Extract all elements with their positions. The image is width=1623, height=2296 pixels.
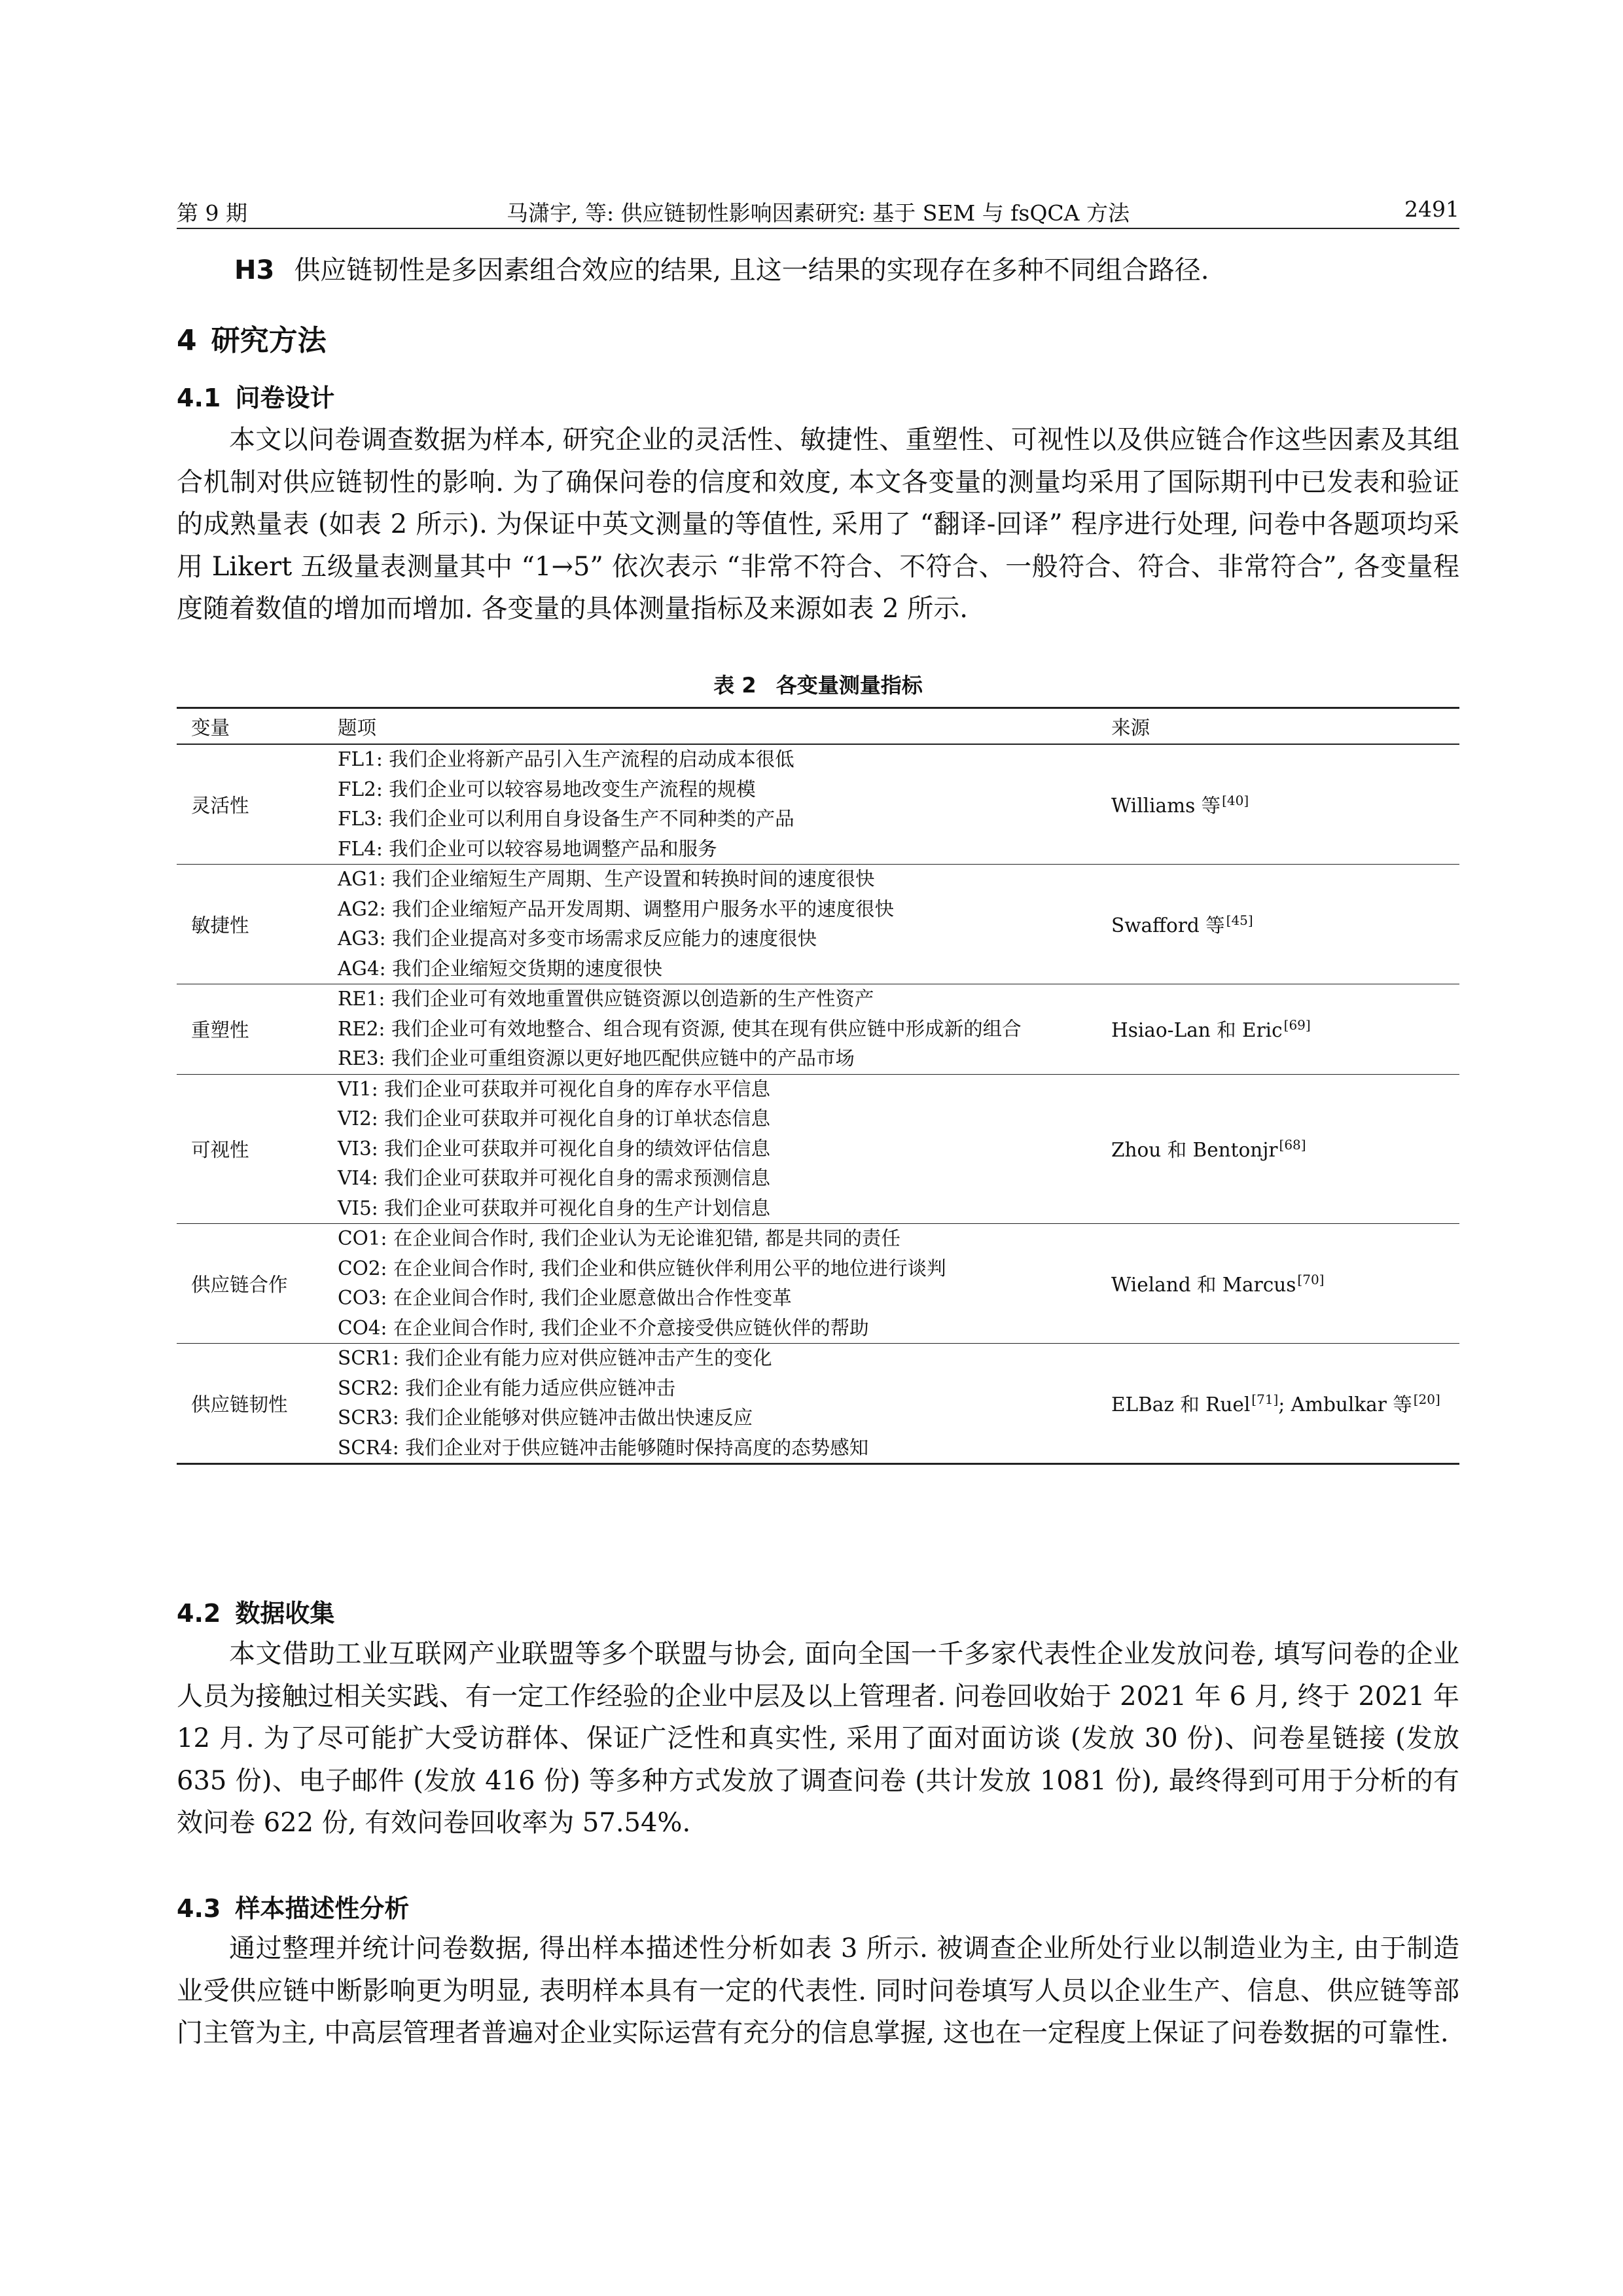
subsection-number: 4.1 (177, 384, 221, 412)
item-text: AG4: 我们企业缩短交货期的速度很快 (338, 957, 662, 980)
variable-cell: 灵活性 (177, 744, 323, 865)
source-cell (1097, 1344, 1459, 1464)
item-text: SCR3: 我们企业能够对供应链冲击做出快速反应 (338, 1407, 753, 1429)
citation-ref: [70] (1297, 1272, 1325, 1287)
item-text: RE2: 我们企业可有效地整合、组合现有资源, 使其在现有供应链中形成新的组合 (338, 1017, 1022, 1040)
item-text: CO2: 在企业间合作时, 我们企业和供应链伙伴利用公平的地位进行谈判 (338, 1257, 946, 1280)
page-number: 2491 (1404, 196, 1459, 222)
hypothesis-text: 供应链韧性是多因素组合效应的结果, 且这一结果的实现存在多种不同组合路径. (294, 255, 1209, 285)
subsection-title: 问卷设计 (235, 384, 335, 412)
variable-cell: 供应链合作 (177, 1224, 323, 1344)
table-row (177, 865, 1459, 984)
issue-number: 第 9 期 (177, 200, 247, 226)
items-cell (323, 744, 1097, 865)
source-cell (1097, 744, 1459, 865)
subsection-number: 4.3 (177, 1894, 221, 1923)
table-title: 各变量测量指标 (776, 673, 923, 698)
citation-ref: [69] (1283, 1017, 1311, 1033)
subsection-heading-4-3 (177, 1888, 409, 1924)
item-text: RE1: 我们企业可有效地重置供应链资源以创造新的生产性资产 (338, 988, 874, 1010)
citation-ref: [68] (1279, 1137, 1306, 1153)
source-text: ELBaz 和 Ruel (1111, 1393, 1251, 1416)
hypothesis-h3 (234, 249, 1209, 287)
item-text: AG3: 我们企业提高对多变市场需求反应能力的速度很快 (338, 927, 817, 950)
items-cell (323, 1074, 1097, 1224)
source-cell (1097, 1224, 1459, 1344)
header-items: 题项 (323, 708, 1097, 745)
source-text: ; Ambulkar 等 (1278, 1393, 1412, 1416)
subsection-title: 数据收集 (235, 1599, 335, 1628)
table-header-row (177, 708, 1459, 745)
citation-ref: [20] (1413, 1391, 1440, 1407)
source-text: Hsiao-Lan 和 Eric (1111, 1019, 1283, 1042)
running-title: 马潇宇, 等: 供应链韧性影响因素研究: 基于 SEM 与 fsQCA 方法 (507, 200, 1130, 226)
item-text: CO4: 在企业间合作时, 我们企业不介意接受供应链伙伴的帮助 (338, 1316, 869, 1339)
variable-cell: 重塑性 (177, 984, 323, 1075)
item-text: FL4: 我们企业可以较容易地调整产品和服务 (338, 837, 717, 860)
header-source: 来源 (1097, 708, 1459, 745)
source-cell (1097, 865, 1459, 984)
citation-ref: [71] (1251, 1391, 1279, 1407)
table-row (177, 744, 1459, 865)
citation-ref: [45] (1226, 912, 1253, 928)
items-cell (323, 865, 1097, 984)
measurement-table (177, 707, 1459, 1465)
paragraph-questionnaire-design: 本文以问卷调查数据为样本, 研究企业的灵活性、敏捷性、重塑性、可视性以及供应链合作这些因素及其组合机制对供应链韧性的影响. 为了确保问卷的信度和效度, 本文各变量的测量均采用了国际期刊中已发表和验证的成熟量表 (如表 2 所示). 为保证中英文测量的等值性, 采用了 “翻译-回译” 程序进行处理, 问卷中各题项均采用 Likert 五级量表测量其中 “1→5” 依次表示 “非常不符合、不符合、一般符合、符合、非常符合”, 各变量程度随着数值的增加而增加. 各变量的具体测量指标及来源如表 2 所示. (177, 425, 1459, 624)
source-cell (1097, 1074, 1459, 1224)
item-text: AG1: 我们企业缩短生产周期、生产设置和转换时间的速度很快 (338, 868, 875, 890)
header-variable: 变量 (177, 708, 323, 745)
hypothesis-label: H3 (234, 255, 275, 285)
item-text: VI4: 我们企业可获取并可视化自身的需求预测信息 (338, 1167, 771, 1189)
item-text: VI3: 我们企业可获取并可视化自身的绩效评估信息 (338, 1137, 771, 1160)
item-text: SCR2: 我们企业有能力适应供应链冲击 (338, 1376, 676, 1399)
item-text: FL3: 我们企业可以利用自身设备生产不同种类的产品 (338, 808, 794, 830)
table-row (177, 1074, 1459, 1224)
items-cell (323, 1224, 1097, 1344)
section-title: 研究方法 (211, 324, 327, 357)
item-text: FL1: 我们企业将新产品引入生产流程的启动成本很低 (338, 748, 794, 770)
subsection-heading-4-2 (177, 1593, 334, 1629)
table-number: 表 2 (713, 673, 757, 698)
paragraph-sample-description: 通过整理并统计问卷数据, 得出样本描述性分析如表 3 所示. 被调查企业所处行业以制造业为主, 由于制造业受供应链中断影响更为明显, 表明样本具有一定的代表性. 同时问卷填写人员以企业生产、信息、供应链等部门主管为主, 中高层管理者普遍对企业实际运营有充分的信息掌握, 这也在一定程度上保证了问卷数据的可靠性. (177, 1933, 1459, 2048)
table-row (177, 1224, 1459, 1344)
item-text: VI5: 我们企业可获取并可视化自身的生产计划信息 (338, 1196, 771, 1219)
item-text: AG2: 我们企业缩短产品开发周期、调整用户服务水平的速度很快 (338, 897, 894, 920)
variable-cell: 供应链韧性 (191, 1393, 288, 1416)
subsection-heading-4-1 (177, 378, 334, 414)
source-text: Zhou 和 Bentonjr (1111, 1139, 1278, 1162)
items-cell (323, 1344, 1097, 1464)
item-text: VI1: 我们企业可获取并可视化自身的库存水平信息 (338, 1077, 771, 1100)
item-text: RE3: 我们企业可重组资源以更好地匹配供应链中的产品市场 (338, 1047, 855, 1069)
subsection-title: 样本描述性分析 (235, 1894, 410, 1923)
section-number: 4 (177, 324, 197, 357)
item-text: SCR1: 我们企业有能力应对供应链冲击产生的变化 (338, 1347, 772, 1369)
citation-ref: [40] (1222, 793, 1249, 808)
item-text: VI2: 我们企业可获取并可视化自身的订单状态信息 (338, 1107, 771, 1130)
item-text: CO1: 在企业间合作时, 我们企业认为无论谁犯错, 都是共同的责任 (338, 1227, 901, 1249)
item-text: FL2: 我们企业可以较容易地改变生产流程的规模 (338, 778, 756, 800)
variable-cell: 敏捷性 (177, 865, 323, 984)
source-cell (1097, 984, 1459, 1075)
table-row (177, 1344, 1459, 1464)
subsection-number: 4.2 (177, 1599, 221, 1628)
section-heading-4 (177, 317, 327, 359)
item-text: CO3: 在企业间合作时, 我们企业愿意做出合作性变革 (338, 1287, 792, 1309)
items-cell (323, 984, 1097, 1075)
source-text: Williams 等 (1111, 795, 1221, 817)
variable-cell: 可视性 (177, 1074, 323, 1224)
source-text: Wieland 和 Marcus (1111, 1274, 1296, 1296)
table-row (177, 984, 1459, 1075)
paragraph-data-collection: 本文借助工业互联网产业联盟等多个联盟与协会, 面向全国一千多家代表性企业发放问卷, 填写问卷的企业人员为接触过相关实践、有一定工作经验的企业中层及以上管理者. 问卷回收始于 2021 年 6 月, 终于 2021 年 12 月. 为了尽可能扩大受访群体、保证广泛性和真实性, 采用了面对面访谈 (发放 30 份)、问卷星链接 (发放 635 份)、电子邮件 (发放 416 份) 等多种方式发放了调查问卷 (共计发放 1081 份), 最终得到可用于分析的有效问卷 622 份, 有效问卷回收率为 57.54%. (177, 1639, 1459, 1838)
item-text: SCR4: 我们企业对于供应链冲击能够随时保持高度的态势感知 (338, 1436, 869, 1459)
running-header (177, 195, 1459, 229)
table-caption (177, 669, 1459, 699)
source-text: Swafford 等 (1111, 914, 1225, 937)
